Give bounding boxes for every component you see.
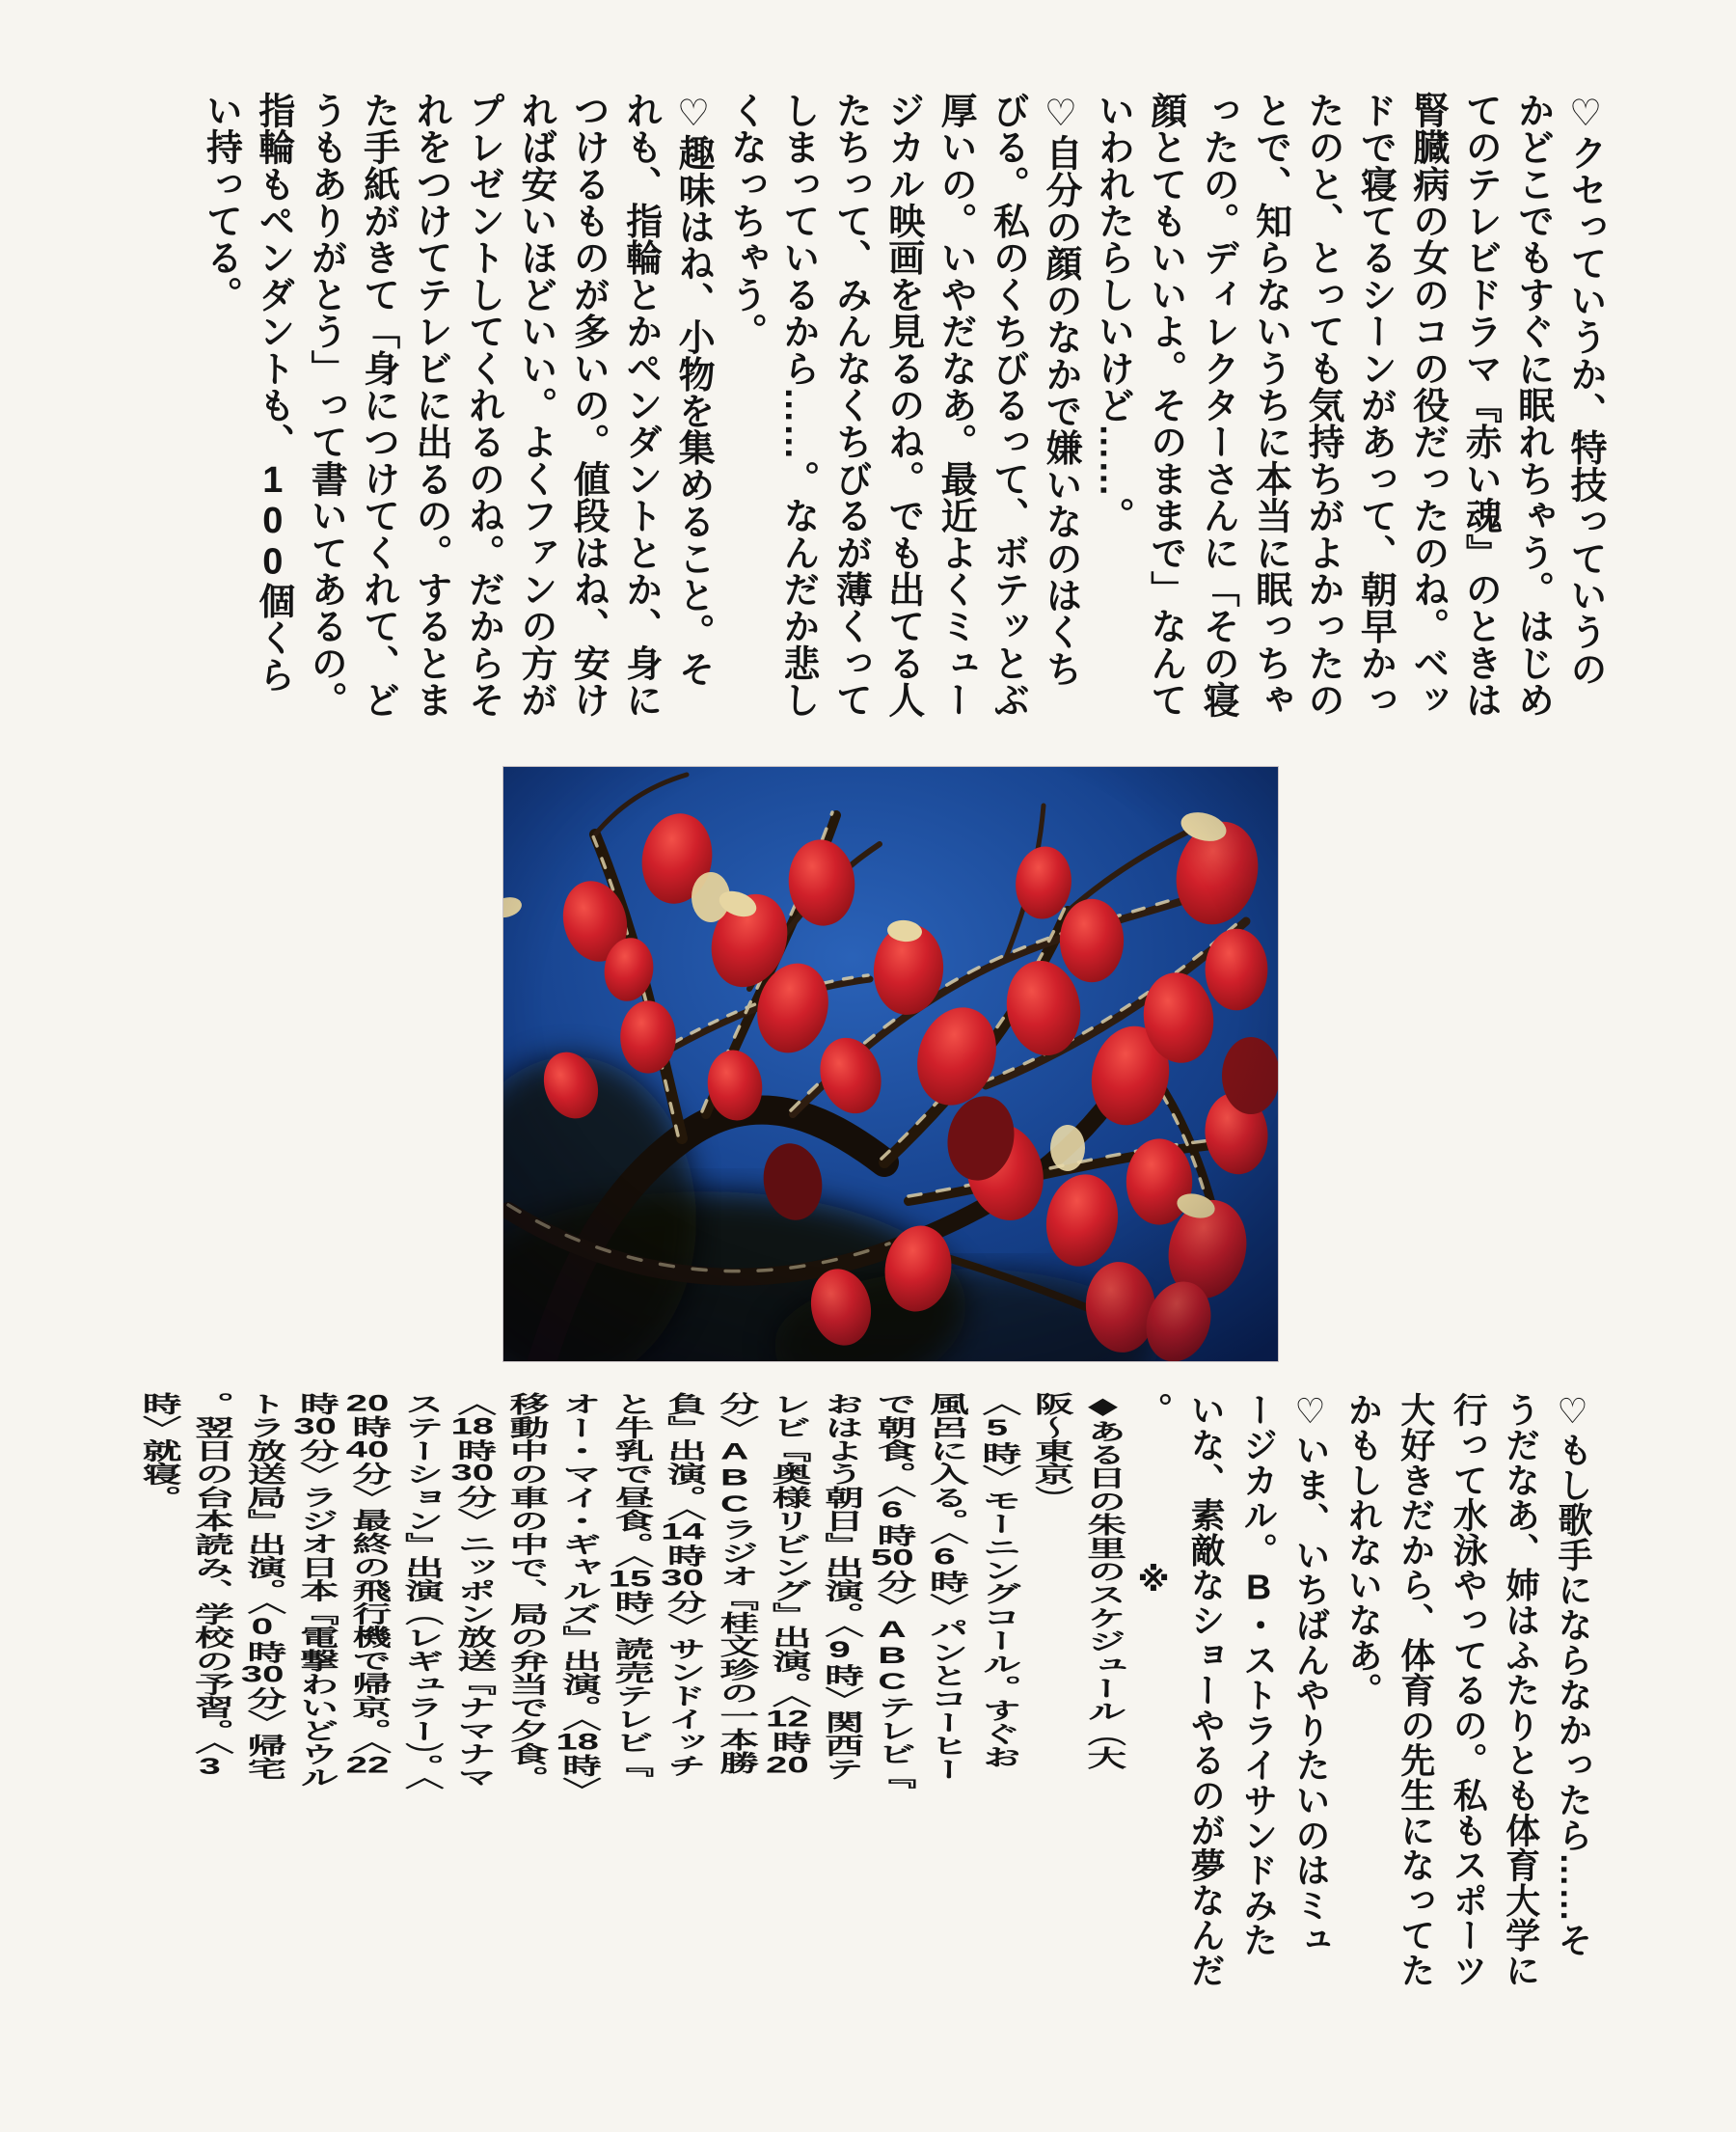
schedule-heading: ◆ある日の朱里のスケジュール（大阪〜東京） bbox=[1027, 1392, 1125, 1770]
paragraph: ♡クセっていうか、特技っていうのかどこでもすぐに眠れちゃう。はじめてのテレビドラマ『赤い魂』のときは腎臓病の女のコの役だったのね。ベッドで寝てるシーンがあって、朝早かったのと、とっても気持ちがよかったのとで、知らないうちに本当に眠っちゃったの。ディレクターさんに「その寝顔とてもいいよ。そのままで」なんていわれたらしいけど……。 bbox=[1092, 92, 1605, 719]
berry-photo bbox=[503, 767, 1278, 1361]
paragraph: ♡もし歌手にならなかったら……そうだなあ、姉はふたりとも体育大学に行って水泳やってるの。私もスポーツ大好きだから、体育の先生になってたかもしれないなあ。 bbox=[1343, 1392, 1593, 1988]
paragraph: ♡いま、いちばんやりたいのはミュージカル。B・ストライサンドみたいな、素敵なショーやるのが夢なんだ。 bbox=[1133, 1392, 1331, 1988]
paragraph: ♡趣味はね、小物を集めること。それも、指輪とかペンダントとか、身につけるものが多いの。値段はね、安ければ安いほどいい。よくファンの方がプレゼントしてくれるのね。だからそれをつけてテレビに出るの。するとまた手紙がきて「身につけてくれて、どうもありがとう」って書いてあるの。指輪もペンダントも、100個くらい持ってる。 bbox=[200, 92, 714, 719]
reference-mark: ※ bbox=[1135, 1561, 1172, 1599]
vignette-overlay bbox=[503, 767, 1278, 1361]
schedule-text bbox=[130, 1392, 1127, 1790]
schedule-body: 〈5時〉モーニングコール。すぐお風呂に入る。〈6時〉パンとコーヒーで朝食。〈6時50分〉ABCテレビ『おはよう朝日』出演。〈9時〉関西テレビ『奥様リビング』出演。〈12時20分〉ABCラジオ『桂文珍の一本勝負』出演。〈14時30分〉サンドイッチと牛乳で昼食。〈15時〉読売テレビ『オー・マイ・ギャルズ』出演。〈18時〉移動中の車の中で、局の弁当で夕食。〈18時30分〉ニッポン放送『ナマナマステーション』出演（レギュラー）。〈20時40分〉最終の飛行機で帰京。〈22時30分〉ラジオ日本『電撃わいどウルトラ放送局』出演。〈0時30分〉帰宅。翌日の台本読み、学校の予習。〈3時〉就寝。 bbox=[135, 1392, 1019, 1790]
top-article-text bbox=[194, 92, 1611, 719]
bottom-article-text bbox=[1126, 1392, 1599, 1990]
paragraph: ♡自分の顔のなかで嫌いなのはくちびる。私のくちびるって、ボテッとぶ厚いの。いやだなあ。最近よくミュージカル映画を見るのね。でも出てる人たちって、みんなくちびるが薄くってしまっているから……。なんだか悲しくなっちゃう。 bbox=[724, 92, 1080, 719]
berry-photo-illustration bbox=[503, 767, 1278, 1361]
section-divider-column bbox=[1127, 1392, 1180, 1990]
